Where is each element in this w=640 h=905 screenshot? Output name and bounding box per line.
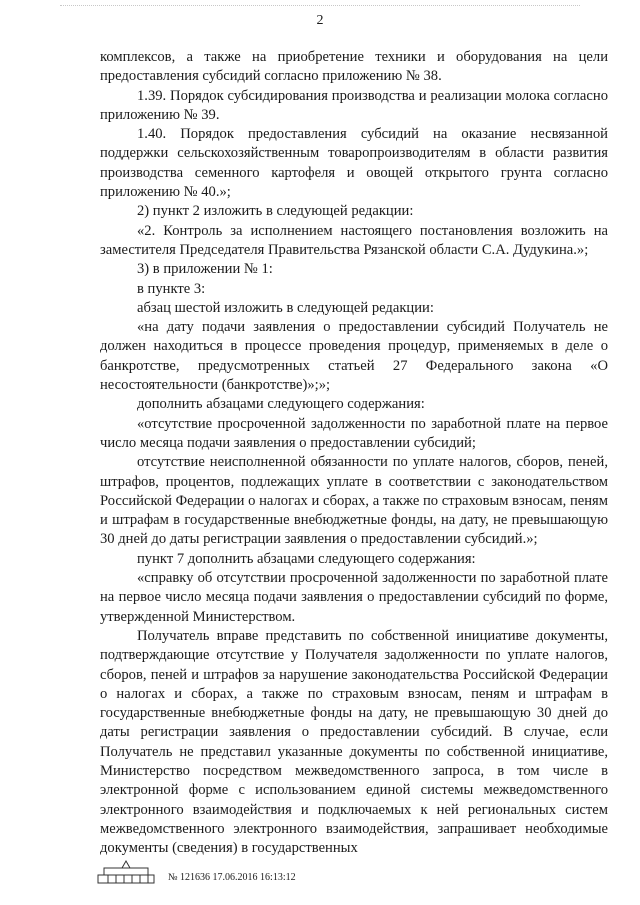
paragraph: дополнить абзацами следующего содержания: — [137, 396, 425, 413]
paragraph: комплексов, а также на приобретение техники и оборудования на цели предоставления субсидий согласно приложению № 38. — [100, 49, 608, 85]
paragraph: пункт 7 дополнить абзацами следующего содержания: — [137, 550, 476, 567]
paragraph: «отсутствие просроченной задолженности по заработной плате на первое число месяца подачи заявления о предоставлении субсидий; — [100, 415, 608, 451]
document-stamp: № 121636 17.06.2016 16:13:12 — [168, 872, 296, 883]
paragraph: 2) пункт 2 изложить в следующей редакции: — [137, 203, 414, 220]
scan-artifact-line — [60, 5, 580, 8]
paragraph: 3) в приложении № 1: — [137, 261, 273, 278]
document-body — [100, 48, 608, 858]
document-footer — [96, 859, 296, 885]
paragraph: в пункте 3: — [137, 280, 206, 297]
paragraph: «2. Контроль за исполнением настоящего постановления возложить на заместителя Председателя Правительства Рязанской области С.А. Дудукина.»; — [100, 222, 608, 258]
paragraph: абзац шестой изложить в следующей редакции: — [137, 299, 434, 316]
building-seal-icon — [96, 859, 156, 885]
paragraph: 1.39. Порядок субсидирования производства и реализации молока согласно приложению № 39. — [100, 87, 608, 123]
paragraph: Получатель вправе представить по собственной инициативе документы, подтверждающие отсутствие у Получателя задолженности по уплате налогов, сборов, пеней и штрафов за нарушение законодательства Российской Федерации о налогах и сборах, а также по страховым взносам, пеням и штрафам в государственные внебюджетные фонды на дату, не превышающую 30 дней до даты регистрации заявления о предоставлении субсидий. В случае, если Получатель не представил указанные документы по собственной инициативе, Министерство посредством межведомственного запроса, в том числе в электронной форме с использованием единой системы межведомственного электронного взаимодействия и подключаемых к ней региональных систем межведомственного электронного взаимодействия, запрашивает необходимые документы (сведения) в государственных — [100, 627, 608, 857]
paragraph: «справку об отсутствии просроченной задолженности по заработной плате на первое число месяца подачи заявления о предоставлении субсидий по форме, утвержденной Министерством. — [100, 570, 608, 625]
paragraph: 1.40. Порядок предоставления субсидий на оказание несвязанной поддержки сельскохозяйственным товаропроизводителям в области развития производства семенного картофеля и овощей открытого грунта согласно приложению № 40.»; — [100, 126, 608, 201]
paragraph: отсутствие неисполненной обязанности по уплате налогов, сборов, пеней, штрафов, процентов, подлежащих уплате в соответствии с законодательством Российской Федерации о налогах и сборах, а также по страховым взносам, пеням и штрафам в государственные внебюджетные фонды, на дату, не превышающую 30 дней до даты регистрации заявления о предоставлении субсидий.»; — [100, 454, 608, 548]
page-number: 2 — [316, 13, 324, 28]
paragraph: «на дату подачи заявления о предоставлении субсидий Получатель не должен находиться в процессе проведения процедур, применяемых в деле о банкротстве, предусмотренных статьей 27 Федерального закона «О несостоятельности (банкротстве)»;»; — [100, 319, 608, 394]
